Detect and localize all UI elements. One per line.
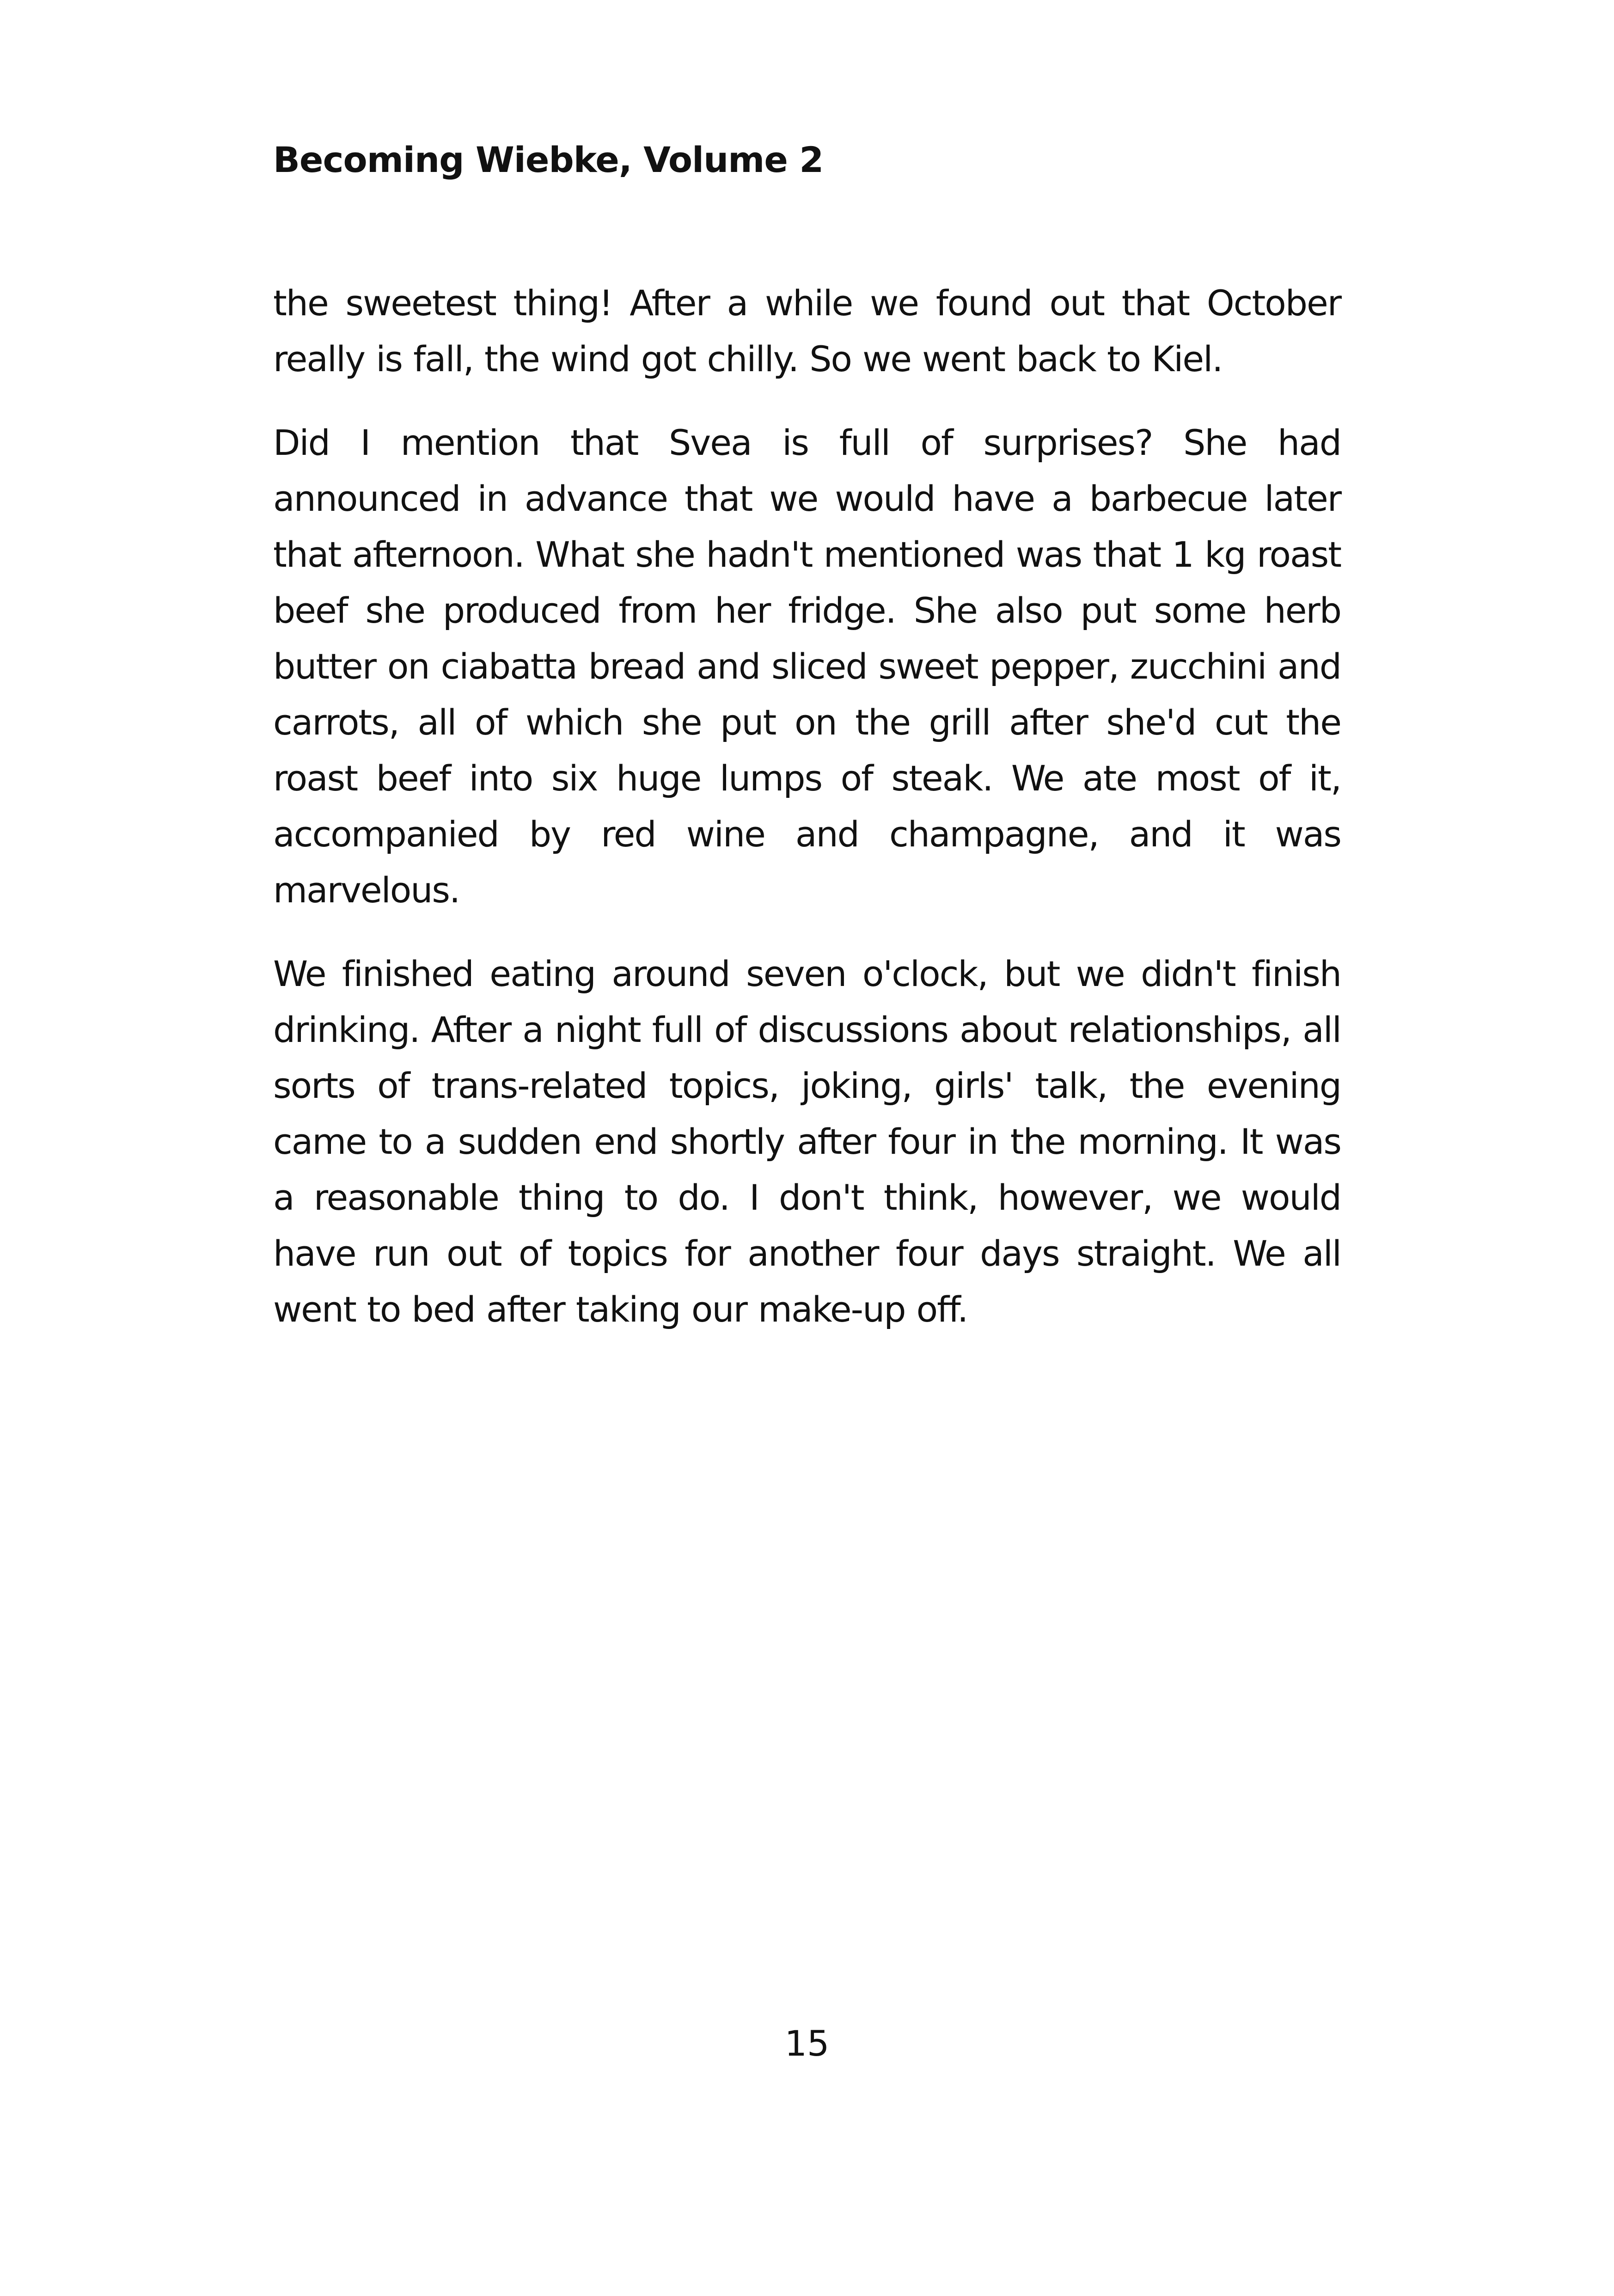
page-number: 15 [784, 2023, 830, 2064]
paragraph-1: the sweetest thing! After a while we found out that October really is fall, the wind got chilly. So we went back to Kiel. [273, 282, 1341, 380]
paragraph-2: Did I mention that Svea is full of surprises? She had announced in advance that we would have a barbecue later that afternoon. What she hadn't mentioned was that 1 kg roast beef she produced from her fridge. She also put some herb butter on ciabatta bread and sliced sweet pepper, zucchini and carrots, all of which she put on the grill after she'd cut the roast beef into six huge lumps of steak. We ate most of it, accompanied by red wine and champagne, and it was marvelous. [273, 422, 1341, 911]
paragraph-3: We finished eating around seven o'clock, but we didn't finish drinking. After a night full of discussions about relationships, all sorts of trans-related topics, joking, girls' talk, the evening came to a sudden end shortly after four in the morning. It was a reasonable thing to do. I don't think, however, we would have run out of topics for another four days straight. We all went to bed after taking our make-up off. [273, 953, 1341, 1330]
body-text [273, 275, 1341, 1365]
running-header-title: Becoming Wiebke, Volume 2 [273, 139, 824, 180]
